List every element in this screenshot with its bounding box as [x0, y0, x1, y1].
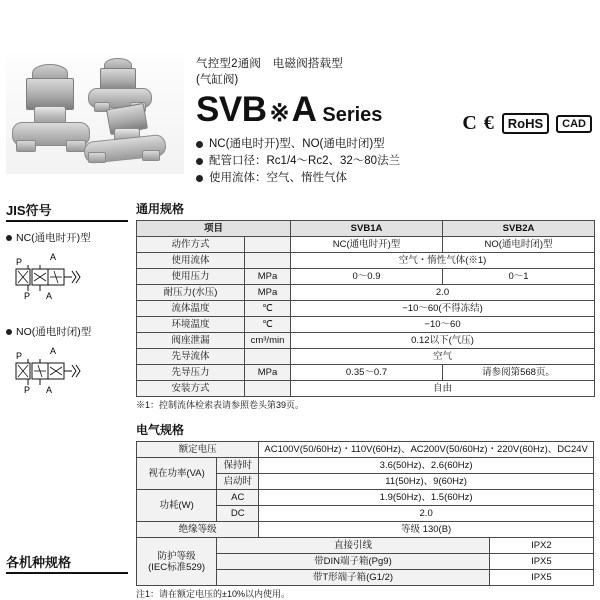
- row-unit: ℃: [245, 301, 291, 317]
- bullet-dot-icon: [6, 329, 12, 335]
- symbol-nc-label: [6, 230, 128, 245]
- row-label: 耐压力(水压): [137, 285, 245, 301]
- feature-bullets: [196, 136, 596, 187]
- row-unit: [245, 253, 291, 269]
- table-row: [137, 538, 594, 554]
- row-label: 功耗(W): [137, 490, 217, 522]
- general-specs-note: ※1：控制流体检索表请参照卷头第39页。: [136, 400, 305, 410]
- row-unit: ℃: [245, 317, 291, 333]
- col-svb2a: SVB2A: [443, 221, 595, 237]
- row-value-svb2a: 0〜1: [443, 269, 595, 285]
- row-value: 3.6(50Hz)、2.6(60Hz): [259, 458, 594, 474]
- row-value-svb1a: 0〜0.9: [291, 269, 443, 285]
- row-value-shared: 2.0: [291, 285, 595, 301]
- row-label: 动作方式: [137, 237, 245, 253]
- row-value-shared: 空气: [291, 349, 595, 365]
- table-row: [137, 381, 595, 397]
- jis-symbol-section: [6, 200, 128, 400]
- row-value: AC100V(50/60Hz)・110V(60Hz)、AC200V(50/60Hz)・220V(60Hz)、DC24V: [259, 442, 594, 458]
- feature-bullet-text: 配管口径：Rc1/4〜Rc2、32〜80法兰: [209, 155, 401, 167]
- row-value-shared: 空气・惰性气体(※1): [291, 253, 595, 269]
- table-row: [137, 301, 595, 317]
- row-value-svb1a: 0.35〜0.7: [291, 365, 443, 381]
- row-value-shared: −10〜60(不得冻结): [291, 301, 595, 317]
- feature-bullet: [196, 153, 596, 170]
- symbol-no-label: [6, 324, 128, 339]
- svg-text:P: P: [24, 291, 31, 301]
- svg-text:P: P: [24, 385, 31, 395]
- row-label: 绝缘等级: [137, 522, 259, 538]
- jis-section-title: JIS符号: [6, 200, 128, 222]
- cad-badge-icon: CAD: [556, 115, 592, 133]
- specs-column: [136, 200, 594, 600]
- protection-item-name: 直接引线: [217, 538, 490, 554]
- rohs-badge-icon: RoHS: [502, 113, 549, 134]
- table-header-row: [137, 221, 595, 237]
- row-value: 1.9(50Hz)、1.5(60Hz): [259, 490, 594, 506]
- electrical-specs-table: [136, 441, 594, 586]
- protection-label-standard: (IEC标准529): [148, 561, 206, 573]
- row-label: 先导流体: [137, 349, 245, 365]
- row-unit: [245, 349, 291, 365]
- row-unit: MPa: [245, 285, 291, 301]
- row-label: 环境温度: [137, 317, 245, 333]
- valve-illustration-3: [80, 106, 168, 168]
- row-value-shared: 自由: [291, 381, 595, 397]
- svg-text:A: A: [50, 346, 57, 356]
- feature-bullet-text: NC(通电时开)型、NO(通电时闭)型: [209, 138, 385, 150]
- table-row: [137, 317, 595, 333]
- table-row: [137, 349, 595, 365]
- row-sublabel: AC: [217, 490, 259, 506]
- protection-item-code: IPX5: [489, 570, 593, 586]
- row-sublabel: 启动时: [217, 474, 259, 490]
- models-section-title: 各机种规格: [6, 552, 128, 574]
- protection-label: 防护等级: [157, 550, 196, 562]
- series-name: SVB: [196, 90, 267, 129]
- svg-text:A: A: [46, 291, 53, 301]
- row-value-svb2a: 请参阅第568页。: [443, 365, 595, 381]
- table-row: [137, 237, 595, 253]
- row-value-shared: 0.12以下(气压): [291, 333, 595, 349]
- row-label: 额定电压: [137, 442, 259, 458]
- symbol-no-label-text: NO(通电时闭)型: [16, 326, 92, 338]
- general-specs-table: [136, 220, 595, 397]
- product-photo: [6, 54, 184, 174]
- table-row: [137, 333, 595, 349]
- row-unit: MPa: [245, 269, 291, 285]
- row-value-svb2a: NO(通电时闭)型: [443, 237, 595, 253]
- table-row: [137, 365, 595, 381]
- series-word: Series: [322, 104, 383, 126]
- row-sublabel: 保持时: [217, 458, 259, 474]
- header-subtitle-line1: 气控型2通阀 电磁阀搭载型: [196, 58, 343, 70]
- protection-item-name: 带T形端子箱(G1/2): [217, 570, 490, 586]
- row-label: 阀座泄漏: [137, 333, 245, 349]
- symbol-no-diagram: [14, 343, 128, 400]
- row-value: 11(50Hz)、9(60Hz): [259, 474, 594, 490]
- bullet-dot-icon: [196, 141, 203, 148]
- row-sublabel: DC: [217, 506, 259, 522]
- row-label: 视在功率(VA): [137, 458, 217, 490]
- row-value: 等级 130(B): [259, 522, 594, 538]
- row-unit: MPa: [245, 365, 291, 381]
- header-subtitle-line2: (气缸阀): [196, 74, 239, 86]
- series-mark-icon: ※: [269, 100, 290, 127]
- electrical-specs-title: 电气规格: [136, 423, 185, 437]
- col-item: 项目: [137, 221, 291, 237]
- protection-item-code: IPX5: [489, 554, 593, 570]
- table-row: [137, 458, 594, 474]
- feature-bullet-text: 使用流体：空气、惰性气体: [209, 172, 347, 184]
- row-label: 先导压力: [137, 365, 245, 381]
- valve-symbol-nc-icon: [14, 249, 114, 301]
- page-header: [0, 0, 600, 198]
- feature-bullet: [196, 170, 596, 187]
- row-value-svb1a: NC(通电时开)型: [291, 237, 443, 253]
- table-row: [137, 490, 594, 506]
- col-svb1a: SVB1A: [291, 221, 443, 237]
- row-unit: [245, 381, 291, 397]
- electrical-specs-note: 注1：请在额定电压的±10%以内使用。: [136, 589, 290, 599]
- row-label: 使用压力: [137, 269, 245, 285]
- bullet-dot-icon: [6, 235, 12, 241]
- bullet-dot-icon: [196, 175, 203, 182]
- row-label: 使用流体: [137, 253, 245, 269]
- table-row: [137, 269, 595, 285]
- table-row: [137, 442, 594, 458]
- row-unit: [245, 237, 291, 253]
- ce-mark-icon: C €: [462, 112, 495, 134]
- bullet-dot-icon: [196, 158, 203, 165]
- valve-illustration-1: [12, 64, 88, 152]
- table-row: [137, 253, 595, 269]
- row-value-shared: −10〜60: [291, 317, 595, 333]
- row-value: 2.0: [259, 506, 594, 522]
- row-label: 流体温度: [137, 301, 245, 317]
- general-specs-title: 通用规格: [136, 202, 185, 216]
- symbol-nc-label-text: NC(通电时开)型: [16, 232, 91, 244]
- valve-symbol-no-icon: [14, 343, 114, 395]
- row-label: 安装方式: [137, 381, 245, 397]
- certification-badges: [462, 112, 592, 135]
- protection-item-name: 带DIN端子箱(Pg9): [217, 554, 490, 570]
- svg-text:P: P: [16, 257, 23, 267]
- symbol-nc-diagram: [14, 249, 128, 306]
- svg-text:A: A: [46, 385, 53, 395]
- series-suffix: A: [291, 90, 317, 129]
- feature-bullet: [196, 136, 596, 153]
- row-unit: cm³/min: [245, 333, 291, 349]
- svg-text:A: A: [50, 252, 57, 262]
- table-row: [137, 285, 595, 301]
- row-label: [137, 538, 217, 586]
- svg-text:P: P: [16, 351, 23, 361]
- protection-item-code: IPX2: [489, 538, 593, 554]
- table-row: [137, 522, 594, 538]
